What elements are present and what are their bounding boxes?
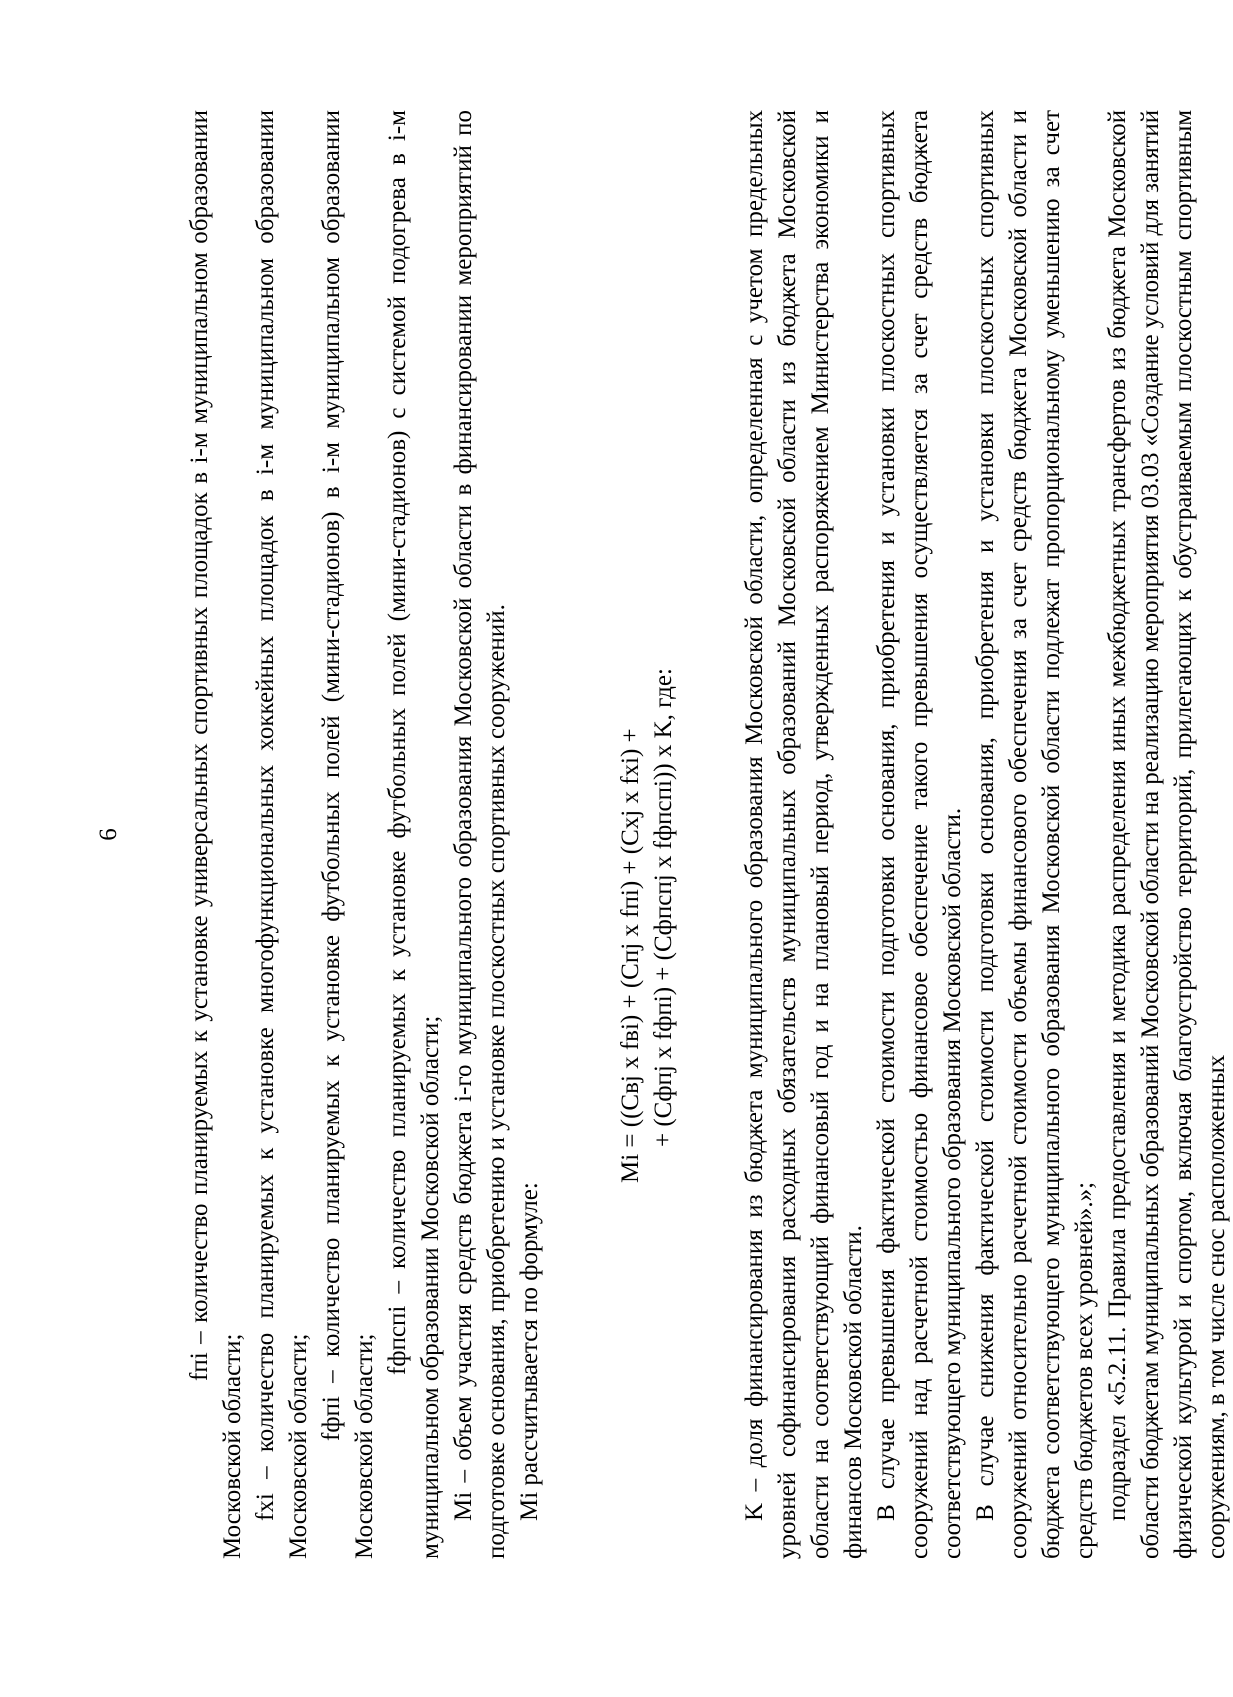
- paragraph-subsection-5-2-11: подраздел «5.2.11. Правила предоставления и методика распределения иных межбюджетных трансфертов из бюджета Московской области бюджетам муниципальных образований Московской области на реализацию мероприятия 03.03 «Создание условий для занятий физической культурой и спортом, включая благоустройство территорий, прилегающих к обустраиваемым плоскостным спортивным сооружениям, в том числе снос расположенных: [1104, 110, 1230, 1559]
- definition-ffpspi: fфпспi – количество планируемых к установке футбольных полей (мини-стадионов) с системой подогрева в i-м муниципальном образовании Московской области;: [384, 110, 444, 1559]
- page-number: 6: [95, 828, 122, 841]
- definition-fpi: fпi – количество планируемых к установке универсальных спортивных площадок в i-м муниципальном образовании Московской области;: [186, 110, 246, 1559]
- paragraph-cost-excess: В случае превышения фактической стоимости подготовки основания, приобретения и установки плоскостных спортивных сооружений над расчетной стоимостью финансовое обеспечение такого превышения осуществляется за счет средств бюджета соответствующего муниципального образования Московской области.: [873, 110, 966, 1559]
- paragraph-cost-reduction: В случае снижения фактической стоимости подготовки основания, приобретения и установки плоскостных спортивных сооружений относительно расчетной стоимости объемы финансового обеспечения за счет средств бюджета Московской области и бюджета соответствующего муниципального образования Московской области подлежат пропорциональному уменьшению за счет средств бюджетов всех уровней».»;: [972, 110, 1098, 1559]
- formula: [614, 110, 680, 1559]
- paragraph-k-definition: K – доля финансирования из бюджета муниципального образования Московской области, определенная с учетом предельных уровней софинансирования расходных обязательств муниципальных образований Московской области из бюджета Московской области на соответствующий финансовый год и на плановый период, утвержденных распоряжением Министерства экономики и финансов Московской области.: [741, 110, 867, 1559]
- formula-line-1: Mi = ((Cвj x fвi) + (Cпj x fпi) + (Cxj x fxi) +: [617, 728, 644, 1183]
- definition-fxi: fxi – количество планируемых к установке многофункциональных хоккейных площадок в i-м муниципальном образовании Московской области;: [252, 110, 312, 1559]
- formula-line-2: + (Cфпj x fфпi) + (Cфпспj x fфпспi)) x K, где:: [650, 668, 677, 1147]
- definition-ffpi: fфпi – количество планируемых к установке футбольных полей (мини-стадионов) в i-м муниципальном образовании Московской области;: [318, 110, 378, 1559]
- formula-intro: Mi рассчитывается по формуле:: [516, 1182, 543, 1521]
- definition-mi: Mi – объем участия средств бюджета i-го муниципального образования Московской области в финансировании мероприятий по подготовке основания, приобретению и установке плоскостных спортивных сооружений.: [450, 110, 510, 1559]
